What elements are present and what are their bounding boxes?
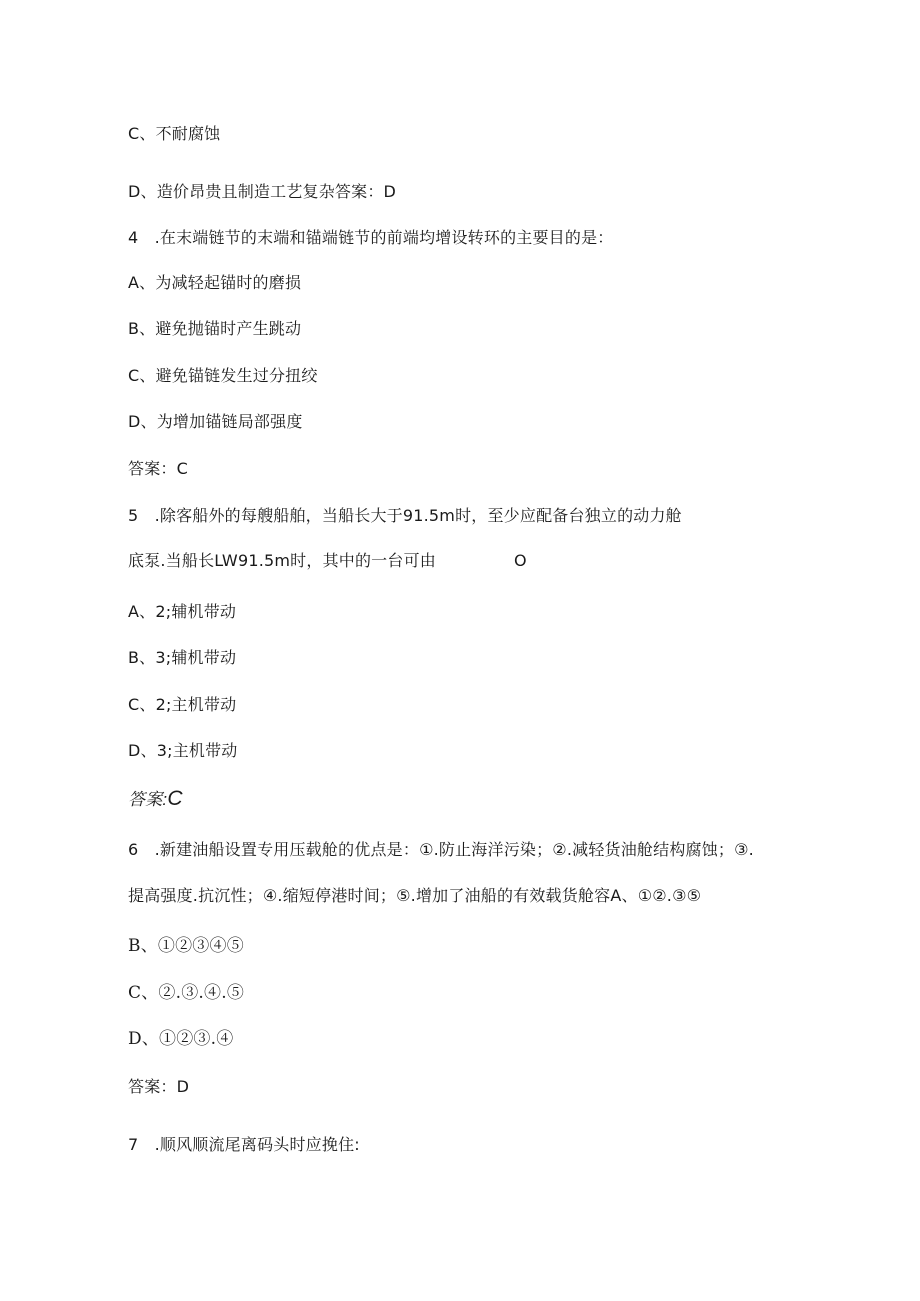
option-b-q6: B、①②③④⑤ [128, 936, 244, 956]
option-d-q5: D、3;主机带动 [128, 741, 238, 760]
option-b-q5: B、3;辅机带动 [128, 648, 237, 667]
option-a-q5: A、2;辅机带动 [128, 602, 237, 621]
answer-q6: 答案：D [128, 1077, 190, 1096]
option-c-q4: C、避免锚链发生过分扭绞 [128, 366, 318, 385]
question-4: 4 .在末端链节的末端和锚端链节的前端均增设转环的主要目的是： [128, 228, 614, 247]
option-c-q6: C、②.③.④.⑤ [128, 983, 245, 1003]
option-c-q5: C、2;主机带动 [128, 695, 237, 714]
option-d-q3-with-answer: D、造价昂贵且制造工艺复杂答案：D [128, 182, 397, 201]
question-5-line-1: 5 .除客船外的每艘船舶，当船长大于91.5m时，至少应配备台独立的动力舱 [128, 506, 682, 525]
option-a-q4: A、为减轻起锚时的磨损 [128, 273, 302, 292]
option-b-q4: B、避免抛锚时产生跳动 [128, 319, 302, 338]
question-7: 7 .顺风顺流尾离码头时应挽住: [128, 1135, 360, 1154]
question-5-line-2: 底泵.当船长LW91.5m时，其中的一台可由 [128, 551, 436, 570]
answer-q5 [128, 789, 183, 810]
question-6-line-1: 6 .新建油船设置专用压载舱的优点是：①.防止海洋污染；②.减轻货油舱结构腐蚀；③. [128, 840, 754, 859]
question-6-line-2: 提高强度.抗沉性；④.缩短停港时间；⑤.增加了油船的有效载货舱容A、①②.③⑤ [128, 886, 702, 905]
answer-q4: 答案：C [128, 459, 188, 478]
option-c-q3: C、不耐腐蚀 [128, 124, 221, 143]
question-5-blank-marker: O [514, 551, 527, 570]
option-d-q4: D、为增加锚链局部强度 [128, 412, 303, 431]
answer-q5-value: C [167, 787, 183, 810]
option-d-q6: D、①②③.④ [128, 1029, 234, 1049]
answer-q5-label: 答案: [128, 790, 168, 809]
